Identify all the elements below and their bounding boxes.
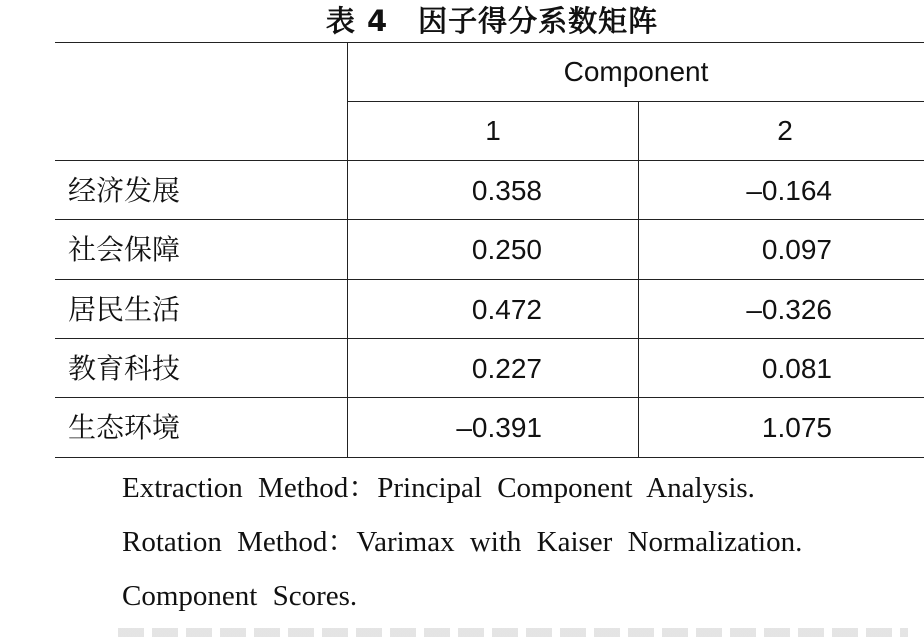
component-column-divider: [638, 101, 639, 457]
extraction-method-note: Extraction Method：Principal Component Analysis.: [122, 472, 755, 504]
table-cell: 0.081: [761, 353, 832, 384]
column-header-2: 2: [777, 115, 793, 146]
column-header-1: 1: [485, 115, 501, 146]
row-label: 居民生活: [68, 293, 181, 326]
table-cell: 0.472: [471, 294, 542, 325]
component-group-header: Component: [563, 56, 709, 87]
table-title: 表 4 因子得分系数矩阵: [325, 4, 659, 38]
row-label: 生态环境: [68, 411, 181, 444]
table-cell: –0.326: [746, 294, 832, 325]
table-cell: –0.164: [746, 175, 832, 206]
table-cell: 0.358: [471, 175, 542, 206]
cropped-text-line: [118, 628, 908, 637]
rotation-method-note: Rotation Method：Varimax with Kaiser Normalization.: [122, 526, 803, 558]
table-cell: 0.227: [471, 353, 542, 384]
row-label: 教育科技: [68, 352, 181, 385]
row-label: 经济发展: [68, 174, 181, 207]
table-cell: –0.391: [456, 412, 542, 443]
table-bottom-rule: [55, 457, 924, 458]
table-cell: 0.250: [471, 234, 542, 265]
row-label: 社会保障: [68, 233, 181, 266]
component-scores-note: Component Scores.: [122, 580, 358, 612]
table-cell: 1.075: [761, 412, 832, 443]
table-cell: 0.097: [761, 234, 832, 265]
